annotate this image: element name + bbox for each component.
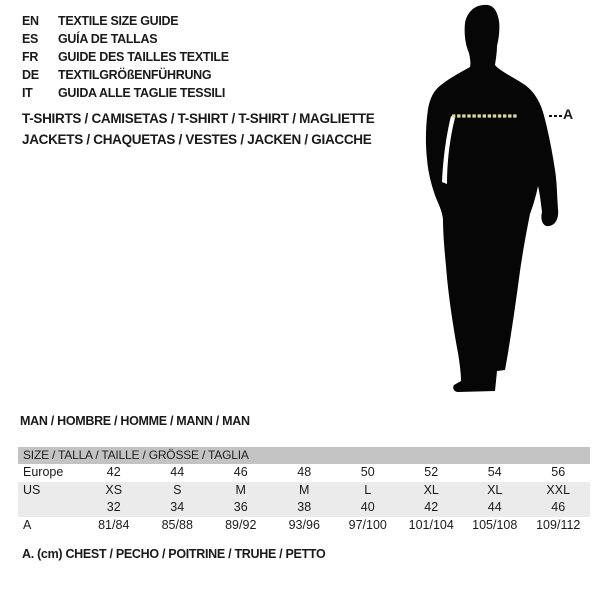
language-title: TEXTILGRÖßENFÜHRUNG — [58, 68, 212, 82]
row-label: Europe — [23, 465, 64, 479]
table-row-us — [18, 482, 590, 500]
size-table — [18, 447, 590, 534]
size-value: 36 — [233, 500, 248, 514]
size-value: L — [364, 482, 372, 497]
row-label: A — [23, 517, 32, 532]
table-row-chest-cm — [18, 517, 590, 535]
table-row-europe — [18, 464, 590, 482]
size-value: XXL — [546, 482, 571, 497]
language-row-it — [22, 84, 229, 102]
man-silhouette-svg — [390, 0, 590, 420]
language-title: GUIDE DES TAILLES TEXTILE — [58, 50, 229, 64]
size-value: 85/88 — [161, 517, 193, 532]
size-value: XL — [423, 482, 439, 497]
category-jackets: JACKETS / CHAQUETAS / VESTES / JACKEN / GIACCHE — [22, 132, 372, 147]
table-row-numeric — [18, 499, 590, 517]
category-tshirts: T-SHIRTS / CAMISETAS / T-SHIRT / T-SHIRT / MAGLIETTE — [22, 111, 375, 126]
language-row-de — [22, 66, 229, 84]
size-table-header: SIZE / TALLA / TAILLE / GRÖSSE / TAGLIA — [18, 447, 590, 464]
size-value: 34 — [170, 500, 185, 514]
size-value: 105/108 — [472, 517, 518, 532]
language-row-fr — [22, 48, 229, 66]
man-silhouette-shape — [426, 5, 558, 392]
size-value: 54 — [487, 465, 502, 479]
size-value: 44 — [170, 465, 185, 479]
garment-categories — [22, 108, 374, 150]
language-code: DE — [22, 68, 39, 82]
size-value: M — [299, 482, 310, 497]
language-title: TEXTILE SIZE GUIDE — [58, 14, 179, 28]
row-label: US — [23, 482, 41, 497]
size-value: XS — [105, 482, 123, 497]
size-value: 89/92 — [225, 517, 257, 532]
size-value: 97/100 — [348, 517, 387, 532]
size-value: 46 — [551, 500, 566, 514]
size-value: S — [173, 482, 182, 497]
language-code: IT — [22, 86, 33, 100]
size-value: 38 — [297, 500, 312, 514]
table-group-title: MAN / HOMBRE / HOMME / MANN / MAN — [20, 414, 250, 428]
language-row-es — [22, 30, 229, 48]
language-code: EN — [22, 14, 39, 28]
language-title: GUÍA DE TALLAS — [58, 32, 158, 46]
size-value: 42 — [106, 465, 121, 479]
size-value: 42 — [424, 500, 439, 514]
language-code: ES — [22, 32, 39, 46]
size-value: M — [235, 482, 246, 497]
size-value: 32 — [106, 500, 121, 514]
size-value: 109/112 — [536, 517, 581, 532]
measure-label-a: A — [563, 106, 573, 122]
size-value: 50 — [360, 465, 375, 479]
size-value: 40 — [360, 500, 375, 514]
size-value: 56 — [551, 465, 566, 479]
size-value: 93/96 — [288, 517, 320, 532]
language-list — [22, 12, 229, 102]
size-value: 101/104 — [408, 517, 454, 532]
size-value: 52 — [424, 465, 439, 479]
language-title: GUIDA ALLE TAGLIE TESSILI — [58, 86, 226, 100]
man-silhouette-figure — [390, 0, 590, 420]
language-code: FR — [22, 50, 39, 64]
size-value: 44 — [487, 500, 502, 514]
size-value: XL — [487, 482, 503, 497]
language-row-en — [22, 12, 229, 30]
size-value: 48 — [297, 465, 312, 479]
size-value: 46 — [233, 465, 248, 479]
row-label — [18, 499, 82, 517]
measurement-legend: A. (cm) CHEST / PECHO / POITRINE / TRUHE / PETTO — [22, 547, 326, 561]
size-value: 81/84 — [98, 517, 130, 532]
